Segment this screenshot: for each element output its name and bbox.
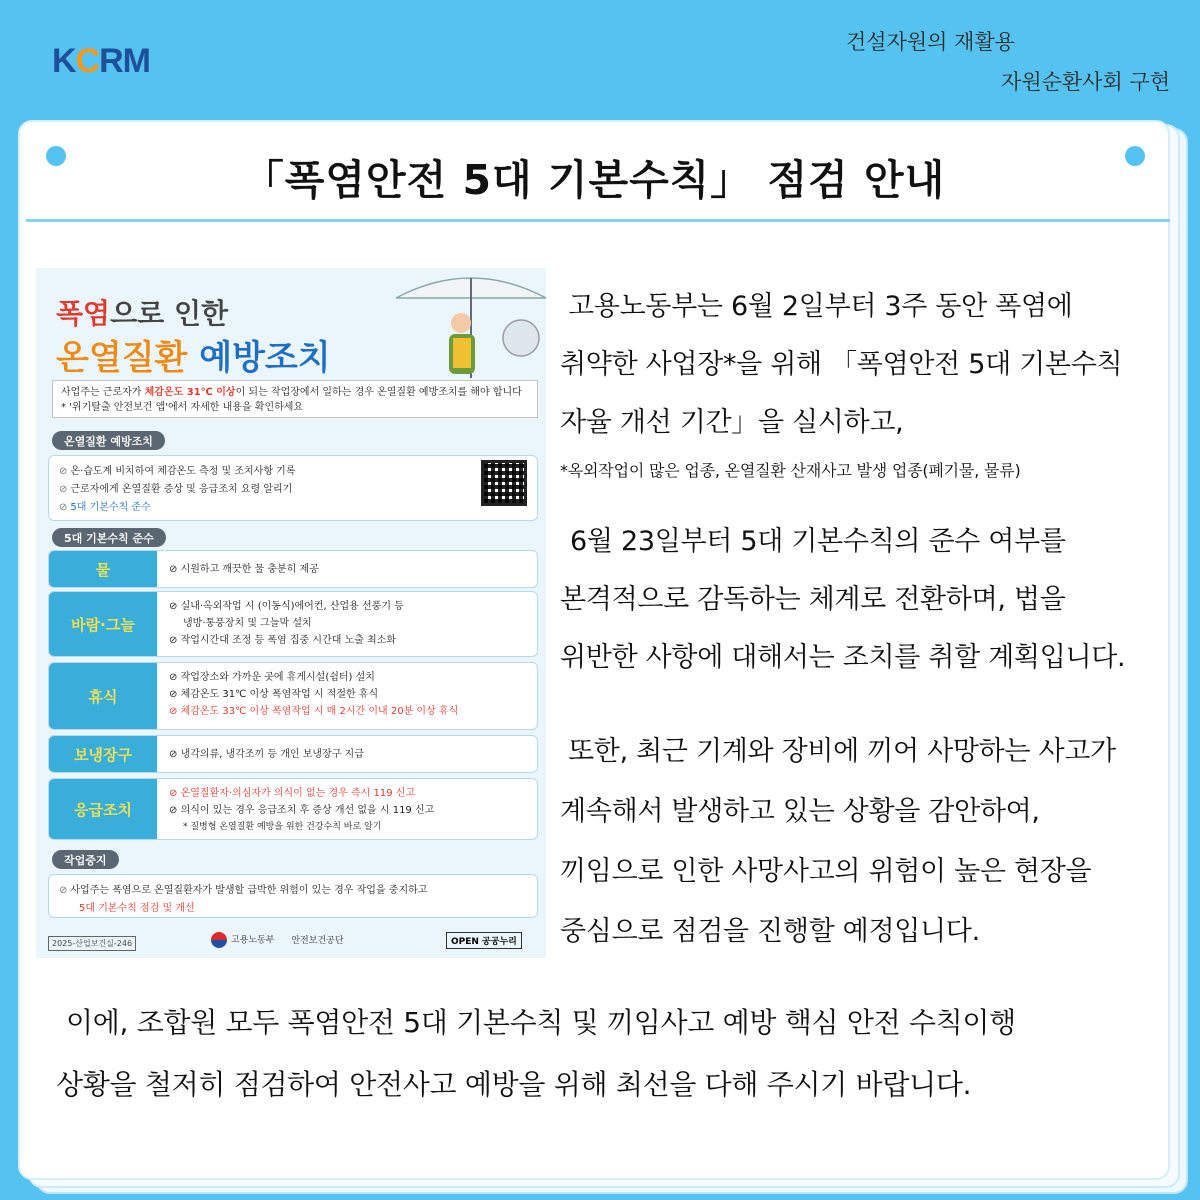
qr-code [481, 460, 527, 506]
moel-emblem-icon [211, 932, 227, 948]
work-stop-box: ⊘ 사업주는 폭염으로 온열질환자가 발생할 급박한 위험이 있는 경우 작업을 중지하고 5대 기본수칙 점검 및 개선 [48, 874, 538, 918]
open-license-mark: OPEN 공공누리 [446, 932, 522, 949]
rule-row-rest: 휴식 ⊘ 작업장소와 가까운 곳에 휴게시설(쉼터) 설치 ⊘ 체감온도 31℃ 이상 폭염작업 시 적절한 휴식 ⊘ 체감온도 33℃ 이상 폭염작업 시 매 2시간 이내 20분 이상 휴식 [48, 662, 538, 730]
poster-title-line-1: 폭염으로 인한 [56, 297, 229, 330]
section-five-rules: 5대 기본수칙 준수 [52, 528, 166, 547]
title-divider [26, 219, 1170, 222]
section-work-stop: 작업중지 [52, 850, 119, 869]
paragraph-2: 6월 23일부터 5대 기본수칙의 준수 여부를 본격적으로 감독하는 체계로 전환하며, 법을 위반한 사항에 대해서는 조치를 취할 계획입니다. [560, 526, 1126, 673]
rule-item: ⊘ 체감온도 31℃ 이상 폭염작업 시 적절한 휴식 [169, 689, 379, 700]
slogan-line-1: 건설자원의 재활용 [846, 30, 1015, 54]
section-heat-prevention: 온열질환 예방조치 [52, 431, 165, 450]
rule-row-cooling-gear: 보냉장구 ⊘ 냉각의류, 냉각조끼 등 개인 보냉장구 지급 [48, 735, 538, 773]
rule-item: ⊘ 시원하고 깨끗한 물 충분히 제공 [169, 564, 319, 575]
poster-title-line-2: 온열질환 예방조치 [56, 338, 331, 378]
prevention-item: ⊘ 5대 기본수칙 준수 [59, 502, 151, 513]
rule-item: ⊘ 냉각의류, 냉각조끼 등 개인 보냉장구 지급 [169, 749, 364, 760]
rule-item: ⊘ 실내·옥외작업 시 (이동식)에어컨, 산업용 선풍기 등 [169, 601, 404, 612]
rule-item: ⊘ 온열질환자·의심자가 의식이 없는 경우 즉시 119 신고 [169, 788, 416, 799]
umbrella-worker-illustration [391, 268, 546, 378]
rule-row-wind-shade: 바람·그늘 ⊘ 실내·옥외작업 시 (이동식)에어컨, 산업용 선풍기 등 냉방·통풍장치 및 그늘막 설치 ⊘ 작업시간대 조정 등 폭염 집중 시간대 노출 최소화 [48, 591, 538, 657]
korm-logo: KCRM [52, 42, 151, 80]
paragraph-3: 또한, 최근 기계와 장비에 끼어 사망하는 사고가 계속해서 발생하고 있는 상황을 감안하여, 끼임으로 인한 사망사고의 위험이 높은 현장을 중심으로 점검을 진행할 예정입니다. [560, 736, 1116, 947]
slogan-line-2: 자원순환사회 구현 [1001, 70, 1170, 94]
poster-notice: 사업주는 근로자가 체감온도 31℃ 이상이 되는 작업장에서 일하는 경우 온열질환 예방조치를 해야 합니다 * '위기탈출 안전보건 앱'에서 자세한 내용을 확인하세요 [52, 380, 538, 418]
paragraph-1: 고용노동부는 6월 2일부터 3주 동안 폭염에 취약한 사업장*을 위해 「폭염안전 5대 기본수칙 자율 개선 기간」을 실시하고, [560, 291, 1123, 438]
rule-row-water: 물 ⊘ 시원하고 깨끗한 물 충분히 제공 [48, 550, 538, 588]
rule-row-first-aid: 응급조치 ⊘ 온열질환자·의심자가 의식이 없는 경우 즉시 119 신고 ⊘ 의식이 있는 경우 응급조치 후 증상 개선 없을 시 119 신고 * 질병형 온열질환 예방을 위한 건강수칙 바로 알기 [48, 778, 538, 840]
rule-item: 냉방·통풍장치 및 그늘막 설치 [183, 618, 312, 629]
footnote: *옥외작업이 많은 업종, 온열질환 산재사고 발생 업종(폐기물, 물류) [560, 461, 1021, 480]
org-logos: 고용노동부 안전보건공단 [211, 932, 344, 948]
prevention-item: ⊘ 온·습도계 비치하여 체감온도 측정 및 조치사항 기록 [59, 466, 296, 477]
paragraph-4: 이에, 조합원 모두 폭염안전 5대 기본수칙 및 끼임사고 예방 핵심 안전 수칙이행 상황을 철저히 점검하여 안전사고 예방을 위해 최선을 다해 주시기 바랍니다. [56, 1006, 1016, 1101]
prevention-box [48, 455, 538, 521]
page-title: 「폭염안전 5대 기본수칙」 점검 안내 [242, 156, 946, 204]
heatwave-poster [36, 268, 546, 958]
rule-item: ⊘ 작업시간대 조정 등 폭염 집중 시간대 노출 최소화 [169, 635, 397, 646]
rule-item: ⊘ 작업장소와 가까운 곳에 휴게시설(쉼터) 설치 [169, 672, 375, 683]
rule-item: ⊘ 체감온도 33℃ 이상 폭염작업 시 매 2시간 이내 20분 이상 휴식 [169, 706, 459, 717]
rule-item: * 질병형 온열질환 예방을 위한 건강수칙 바로 알기 [183, 822, 382, 832]
prevention-item: ⊘ 근로자에게 온열질환 증상 및 응급조치 요령 알리기 [59, 484, 293, 495]
slogan [830, 26, 1170, 96]
document-number: 2025-산업보건실-246 [48, 936, 136, 951]
rule-item: ⊘ 의식이 있는 경우 응급조치 후 증상 개선 없을 시 119 신고 [169, 805, 435, 816]
